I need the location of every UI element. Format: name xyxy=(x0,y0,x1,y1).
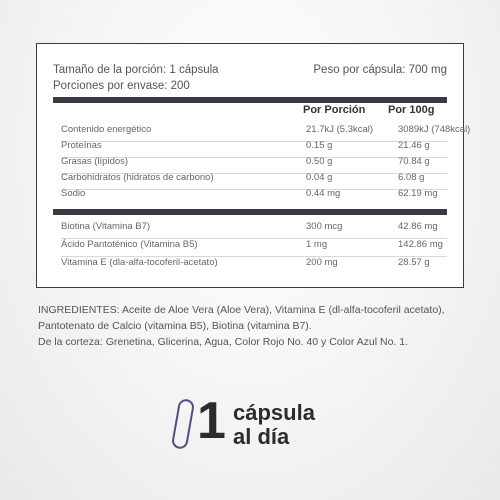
ingredients-text xyxy=(38,302,468,350)
dose-text xyxy=(233,401,315,449)
nutrient-per-serving: 21.7kJ (5.3kcal) xyxy=(306,124,374,135)
nutrient-per-100g: 3089kJ (748kcal) xyxy=(398,124,471,135)
vitamin-label: Vitamina E (dla-alfa-tocoferil-acetato) xyxy=(61,257,218,268)
ingredients-line: INGREDIENTES: Aceite de Aloe Vera (Aloe Vera), Vitamina E (dl-alfa-tocoferil acetato), xyxy=(38,304,445,316)
section-divider xyxy=(53,209,447,215)
vitamin-per-serving: 300 mcg xyxy=(306,221,343,232)
nutrient-label: Proteínas xyxy=(61,140,102,151)
dose-number: 1 xyxy=(197,392,226,450)
vitamin-per-serving: 200 mg xyxy=(306,257,338,268)
nutrition-facts-panel xyxy=(36,43,471,288)
vitamin-per-100g: 142.86 mg xyxy=(398,239,443,250)
serving-info xyxy=(53,62,447,94)
ingredients-line: Pantotenato de Calcio (vitamina B5), Biotina (vitamina B7). xyxy=(38,320,312,332)
servings-per-container: Porciones por envase: 200 xyxy=(53,80,190,92)
nutrient-label: Carbohidratos (hidratos de carbono) xyxy=(61,172,214,183)
nutrient-per-serving: 0.15 g xyxy=(306,140,333,151)
column-per-100g: Por 100g xyxy=(388,104,435,116)
vitamin-row xyxy=(61,221,447,239)
nutrient-label: Sodio xyxy=(61,188,86,199)
nutrient-label: Grasas (lípidos) xyxy=(61,156,129,167)
vitamin-row xyxy=(61,239,447,257)
nutrient-per-100g: 6.08 g xyxy=(398,172,425,183)
dose-line-2: al día xyxy=(233,424,290,449)
vitamin-label: Biotina (Vitamina B7) xyxy=(61,221,151,232)
capsule-weight: Peso por cápsula: 700 mg xyxy=(313,64,447,76)
header-divider xyxy=(53,97,447,103)
vitamin-per-100g: 28.57 g xyxy=(398,257,430,268)
dose-line-1: cápsula xyxy=(233,400,315,425)
nutrient-row xyxy=(61,188,447,206)
serving-size: Tamaño de la porción: 1 cápsula xyxy=(53,64,219,76)
capsule-icon xyxy=(171,398,195,450)
column-per-serving: Por Porción xyxy=(303,104,366,116)
nutrient-per-serving: 0.04 g xyxy=(306,172,333,183)
nutrient-per-100g: 21.46 g xyxy=(398,140,430,151)
vitamin-per-100g: 42.86 mg xyxy=(398,221,438,232)
vitamin-row xyxy=(61,257,447,275)
nutrient-per-100g: 70.84 g xyxy=(398,156,430,167)
nutrient-per-serving: 0.44 mg xyxy=(306,188,341,199)
vitamin-per-serving: 1 mg xyxy=(306,239,328,250)
ingredients-line: De la corteza: Grenetina, Glicerina, Agua, Color Rojo No. 40 y Color Azul No. 1. xyxy=(38,336,409,348)
nutrient-per-100g: 62.19 mg xyxy=(398,188,438,199)
nutrient-label: Contenido energético xyxy=(61,124,152,135)
vitamin-label: Ácido Pantoténico (Vitamina B5) xyxy=(61,239,198,250)
nutrient-per-serving: 0.50 g xyxy=(306,156,333,167)
